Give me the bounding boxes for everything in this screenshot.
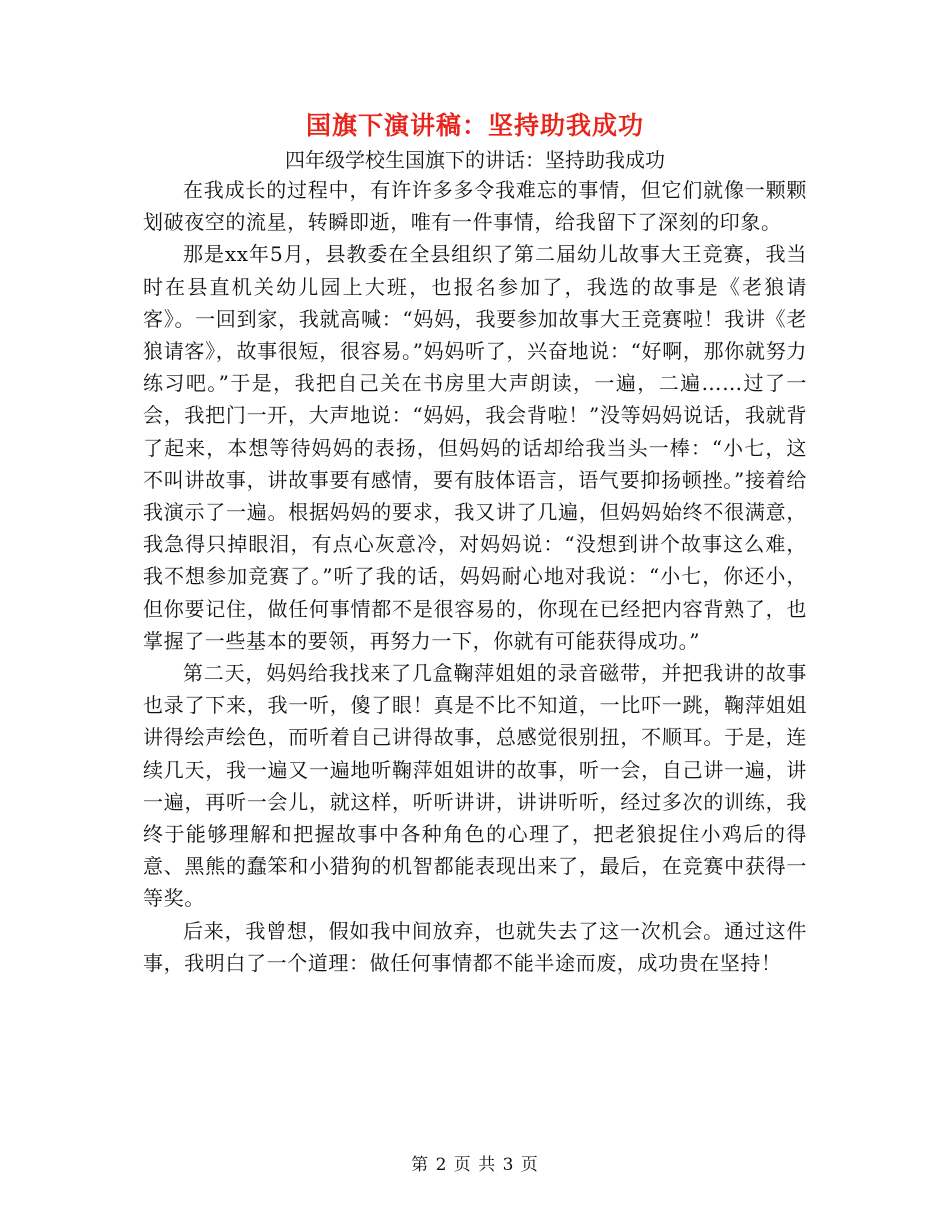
- document-subtitle: 四年级学校生国旗下的讲话：坚持助我成功: [285, 148, 665, 172]
- document-body: [143, 174, 807, 979]
- page-number-footer: 第 2 页 共 3 页: [411, 1155, 539, 1175]
- paragraph-2: 那是xx年5月，县教委在全县组织了第二届幼儿故事大王竞赛，我当时在县直机关幼儿园上大班，也报名参加了，我选的故事是《老狼请客》。一回到家，我就高喊：“妈妈，我要参加故事大王竞赛啦！我讲《老狼请客》，故事很短，很容易。”妈妈听了，兴奋地说：“好啊，那你就努力练习吧。”于是，我把自己关在书房里大声朗读，一遍，二遍……过了一会，我把门一开，大声地说：“妈妈，我会背啦！”没等妈妈说话，我就背了起来，本想等待妈妈的表扬，但妈妈的话却给我当头一棒：“小七，这不叫讲故事，讲故事要有感情，要有肢体语言，语气要抑扬顿挫。”接着给我演示了一遍。根据妈妈的要求，我又讲了几遍，但妈妈始终不很满意，我急得只掉眼泪，有点心灰意冷，对妈妈说：“没想到讲个故事这么难，我不想参加竞赛了。”听了我的话，妈妈耐心地对我说：“小七，你还小，但你要记住，做任何事情都不是很容易的，你现在已经把内容背熟了，也掌握了一些基本的要领，再努力一下，你就有可能获得成功。”: [143, 242, 807, 653]
- paragraph-1: 在我成长的过程中，有许许多多令我难忘的事情，但它们就像一颗颗划破夜空的流星，转瞬即逝，唯有一件事情，给我留下了深刻的印象。: [143, 178, 807, 235]
- paragraph-3: 第二天，妈妈给我找来了几盒鞠萍姐姐的录音磁带，并把我讲的故事也录了下来，我一听，傻了眼！真是不比不知道，一比吓一跳，鞠萍姐姐讲得绘声绘色，而听着自己讲得故事，总感觉很别扭，不顺耳。于是，连续几天，我一遍又一遍地听鞠萍姐姐讲的故事，听一会，自己讲一遍，讲一遍，再听一会儿，就这样，听听讲讲，讲讲听听，经过多次的训练，我终于能够理解和把握故事中各种角色的心理了，把老狼捉住小鸡后的得意、黑熊的蠢笨和小猎狗的机智都能表现出来了，最后，在竞赛中获得一等奖。: [143, 661, 807, 911]
- paragraph-4: 后来，我曾想，假如我中间放弃，也就失去了这一次机会。通过这件事，我明白了一个道理：做任何事情都不能半途而废，成功贵在坚持！: [143, 918, 807, 975]
- document-title: 国旗下演讲稿：坚持助我成功: [305, 111, 644, 140]
